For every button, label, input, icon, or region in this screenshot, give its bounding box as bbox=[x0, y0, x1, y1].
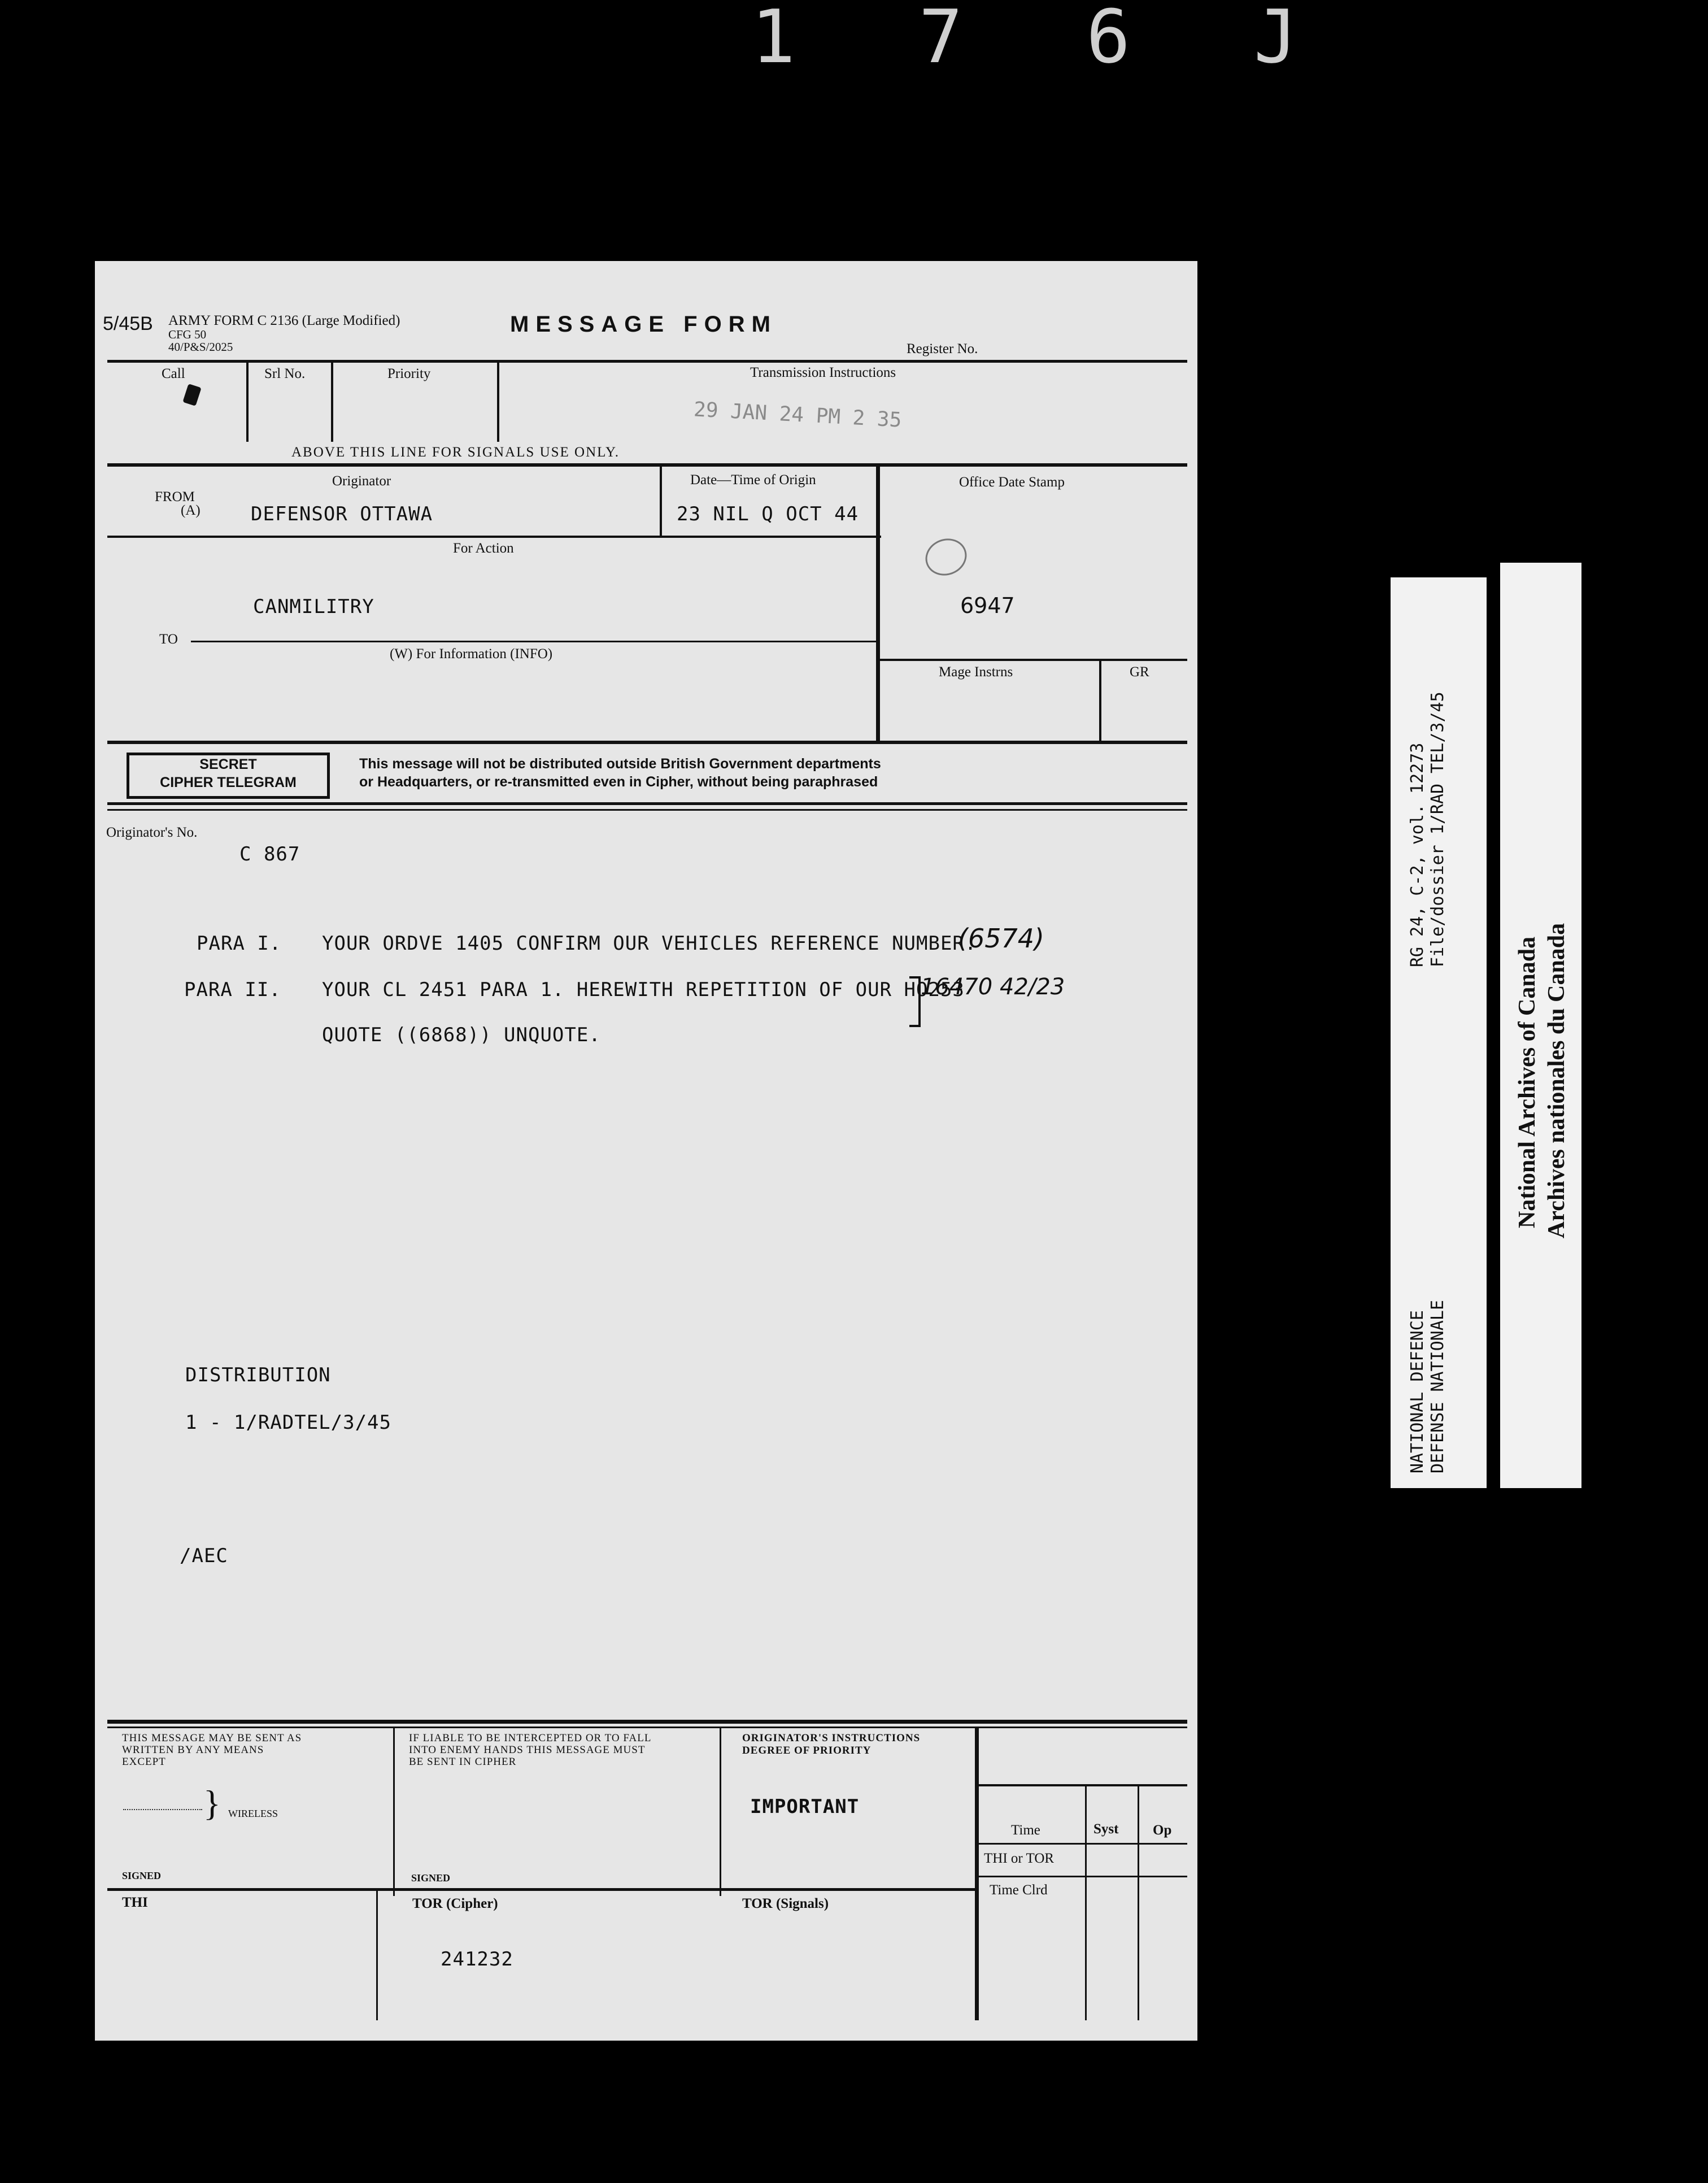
transmission-instructions-label: Transmission Instructions bbox=[750, 365, 896, 380]
priority-label: Priority bbox=[387, 366, 431, 381]
wireless-label: WIRELESS bbox=[228, 1808, 278, 1819]
header-number: 1 7 6 J bbox=[751, 0, 1337, 80]
archive-reference-2: File/dossier 1/RAD TEL/3/45 bbox=[1428, 692, 1448, 967]
para-1-label: PARA I. bbox=[197, 932, 282, 955]
print-ref: 40/P&S/2025 bbox=[168, 340, 233, 354]
signed-label-1: SIGNED bbox=[122, 1870, 162, 1881]
originators-no-value: C 867 bbox=[239, 843, 300, 866]
archive-name-english: National Archives of Canada bbox=[1514, 936, 1540, 1228]
form-ref: 5/45B bbox=[103, 313, 153, 334]
para-2-label: PARA II. bbox=[184, 979, 281, 1001]
cipher-requirement-line-1: IF LIABLE TO BE INTERCEPTED OR TO FALL bbox=[409, 1732, 652, 1744]
gr-label: GR bbox=[1130, 664, 1149, 680]
archive-strip-left bbox=[1391, 577, 1487, 1488]
time-clrd-label: Time Clrd bbox=[990, 1882, 1048, 1898]
army-form-label: ARMY FORM C 2136 (Large Modified) bbox=[168, 313, 400, 328]
para-2-text: YOUR CL 2451 PARA 1. HEREWITH REPETITION OF OUR HO253 bbox=[322, 979, 965, 1001]
distribution-label: DISTRIBUTION bbox=[185, 1364, 331, 1386]
date-time-of-origin-value: 23 NIL Q OCT 44 bbox=[677, 503, 859, 525]
secret-cipher-box bbox=[127, 753, 330, 799]
register-no-label: Register No. bbox=[907, 341, 978, 356]
archive-reference-1: RG 24, C-2, vol. 12273 bbox=[1408, 742, 1427, 967]
signals-use-note: ABOVE THIS LINE FOR SIGNALS USE ONLY. bbox=[291, 445, 620, 460]
priority-value: IMPORTANT bbox=[750, 1795, 860, 1818]
message-form-page bbox=[95, 261, 1197, 2041]
distribution-notice-2: or Headquarters, or re-transmitted even in Cipher, without being paraphrased bbox=[359, 774, 878, 790]
originators-instructions-line-1: ORIGINATOR'S INSTRUCTIONS bbox=[742, 1732, 921, 1744]
wireless-blank bbox=[123, 1809, 202, 1810]
originators-instructions-line-2: DEGREE OF PRIORITY bbox=[742, 1745, 872, 1756]
wireless-brace: } bbox=[203, 1783, 221, 1823]
originator-label: Originator bbox=[332, 473, 391, 489]
signed-label-2: SIGNED bbox=[411, 1872, 451, 1884]
originators-no-label: Originator's No. bbox=[106, 825, 198, 840]
office-date-stamp-value: 6947 bbox=[960, 593, 1015, 618]
sent-as-written-line-2: WRITTEN BY ANY MEANS bbox=[122, 1744, 264, 1756]
archive-strip-right bbox=[1500, 563, 1581, 1488]
originator-value: DEFENSOR OTTAWA bbox=[251, 503, 433, 525]
para-1-text: YOUR ORDVE 1405 CONFIRM OUR VEHICLES REFERENCE NUMBER. bbox=[322, 932, 977, 955]
from-label: FROM bbox=[155, 489, 195, 505]
cipher-requirement-line-2: INTO ENEMY HANDS THIS MESSAGE MUST bbox=[409, 1744, 646, 1756]
originator-initials: /AEC bbox=[180, 1545, 228, 1567]
call-label: Call bbox=[162, 366, 185, 381]
to-label: TO bbox=[159, 632, 178, 647]
syst-label: Syst bbox=[1093, 1821, 1119, 1837]
department-english: NATIONAL DEFENCE bbox=[1408, 1310, 1427, 1473]
mage-instrns-label: Mage Instrns bbox=[939, 664, 1013, 680]
cfg-label: CFG 50 bbox=[168, 328, 207, 341]
para-1-handwritten: (6574) bbox=[958, 923, 1044, 954]
cipher-telegram-label: CIPHER TELEGRAM bbox=[160, 775, 297, 790]
transmission-stamp: 29 JAN 24 PM 2 35 bbox=[693, 398, 903, 432]
originators-instructions bbox=[742, 1732, 920, 1757]
sent-as-written-line-3: EXCEPT bbox=[122, 1756, 166, 1768]
form-title: MESSAGE FORM bbox=[510, 312, 777, 337]
department-french: DEFENSE NATIONALE bbox=[1428, 1299, 1448, 1473]
cipher-requirement-line-3: BE SENT IN CIPHER bbox=[409, 1756, 517, 1768]
date-time-of-origin-label: Date—Time of Origin bbox=[690, 472, 816, 488]
tor-cipher-label: TOR (Cipher) bbox=[412, 1896, 498, 1911]
to-value: CANMILITRY bbox=[253, 595, 374, 618]
tor-signals-label: TOR (Signals) bbox=[742, 1896, 829, 1911]
para-2-handwritten: 16470 42/23 bbox=[921, 974, 1065, 1000]
para-2-line-2: QUOTE ((6868)) UNQUOTE. bbox=[322, 1024, 601, 1046]
thi-or-tor-label: THI or TOR bbox=[984, 1851, 1055, 1866]
time-label: Time bbox=[1011, 1823, 1040, 1838]
for-information-label: (W) For Information (INFO) bbox=[390, 646, 553, 662]
distribution-value: 1 - 1/RADTEL/3/45 bbox=[185, 1411, 391, 1434]
office-stamp-mark bbox=[920, 533, 971, 581]
archive-name-french: Archives nationales du Canada bbox=[1544, 923, 1570, 1238]
from-sub-label: (A) bbox=[181, 503, 201, 518]
op-label: Op bbox=[1153, 1823, 1172, 1838]
srl-no-label: Srl No. bbox=[264, 366, 306, 381]
for-action-label: For Action bbox=[453, 541, 514, 556]
office-date-stamp-label: Office Date Stamp bbox=[959, 475, 1065, 490]
handwritten-bracket bbox=[909, 976, 921, 1027]
sent-as-written-text bbox=[122, 1732, 302, 1768]
call-mark bbox=[182, 384, 201, 406]
secret-label: SECRET bbox=[199, 756, 257, 772]
thi-label: THI bbox=[122, 1895, 148, 1910]
distribution-notice-1: This message will not be distributed outside British Government departments bbox=[359, 756, 881, 772]
cipher-requirement-text bbox=[409, 1732, 651, 1768]
tor-cipher-value: 241232 bbox=[441, 1948, 513, 1971]
sent-as-written-line-1: THIS MESSAGE MAY BE SENT AS bbox=[122, 1732, 302, 1744]
